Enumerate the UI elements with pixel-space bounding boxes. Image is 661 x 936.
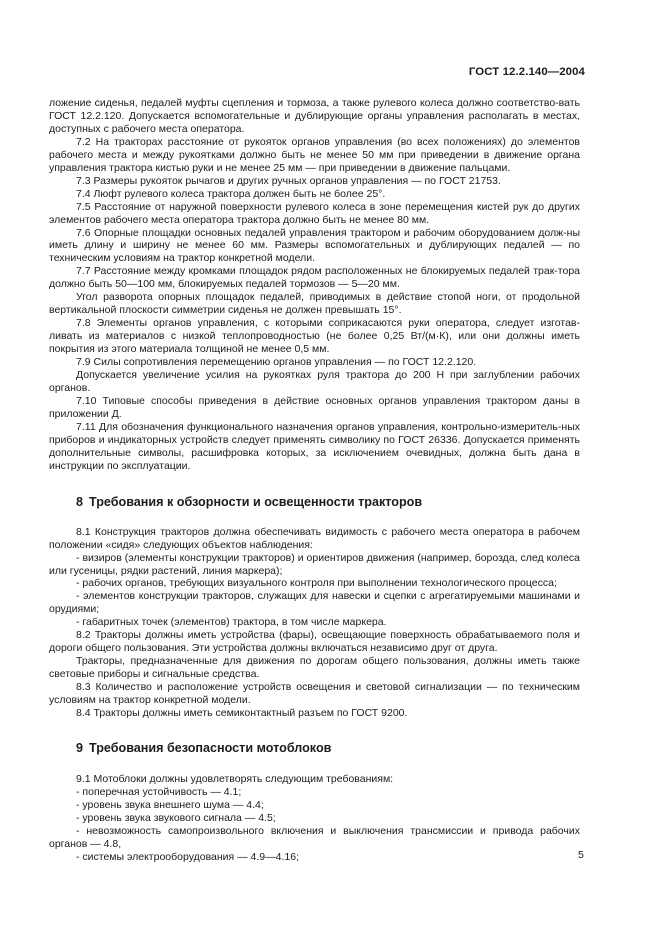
document-body bbox=[49, 97, 580, 864]
paragraph-7-7: 7.7 Расстояние между кромками площадок рядом расположенных не блокируемых педалей трак-тора должно быть 50—100 мм, блокируемых педалей тормозов — 5—20 мм. bbox=[49, 265, 580, 291]
list-item: - габаритных точек (элементов) трактора, в том числе маркера. bbox=[76, 616, 387, 629]
section-8-number: 8 bbox=[76, 494, 84, 509]
paragraph-7-5: 7.5 Расстояние от наружной поверхности рулевого колеса в зоне перемещения кистей рук до других элементов рабочего места оператора трактора должно быть не менее 80 мм. bbox=[49, 200, 580, 226]
paragraph-7-2: 7.2 На тракторах расстояние от рукояток органов управления (во всех положениях) до элементов рабочего места и между рукоятками должно быть не менее 50 мм при приведении в движение органа управления трактора кистью руки и не менее 25 мм — при приведении в движение пальцами. bbox=[49, 135, 580, 174]
paragraph-7-10: 7.10 Типовые способы приведения в действие основных органов управления трактором даны в приложении Д. bbox=[49, 394, 580, 420]
section-8-heading bbox=[49, 495, 580, 510]
paragraph-8-2: 8.2 Тракторы должны иметь устройства (фары), освещающие поверхность обрабатываемого поля и дороги общего пользования. Эти устройства должны включаться независимо друг от друга. bbox=[49, 629, 580, 655]
list-item: - рабочих органов, требующих визуального контроля при выполнении технологического процесса; bbox=[76, 577, 557, 590]
paragraph-7-3: 7.3 Размеры рукояток рычагов и других ручных органов управления — по ГОСТ 21753. bbox=[76, 174, 501, 187]
paragraph-7-9: 7.9 Силы сопротивления перемещению органов управления — по ГОСТ 12.2.120. bbox=[76, 356, 477, 369]
document-header: ГОСТ 12.2.140—2004 bbox=[468, 66, 585, 78]
paragraph-8-2-cont: Тракторы, предназначенные для движения по дорогам общего пользования, должны иметь также световые приборы и сигнальные средства. bbox=[49, 655, 580, 681]
paragraph-7-9-cont: Допускается увеличение усилия на рукоятках руля трактора до 200 Н при заглублении рабочих органов. bbox=[49, 369, 580, 394]
paragraph-8-4: 8.4 Тракторы должны иметь семиконтактный разъем по ГОСТ 9200. bbox=[76, 706, 408, 719]
list-item: - визиров (элементы конструкции тракторов) и ориентиров движения (например, борозда, след колеса или гусеницы, рядки растений, линия маркера); bbox=[49, 551, 580, 577]
paragraph-7-8: 7.8 Элементы органов управления, с которыми соприкасаются руки оператора, следует изготав-ливать из материалов с низкой теплопроводностью (не более 0,25 Вт/(м·К), или они должны иметь покрытия из этого материала толщиной не менее 0,5 мм. bbox=[49, 317, 580, 356]
paragraph-9-1: 9.1 Мотоблоки должны удовлетворять следующим требованиям: bbox=[76, 772, 394, 785]
paragraph-7-7-cont: Угол разворота опорных площадок педалей, приводимых в действие стопой ноги, от продольной вертикальной плоскости симметрии сиденья не должен превышать 15°. bbox=[49, 291, 580, 317]
paragraph-7-6: 7.6 Опорные площадки основных педалей управления трактором и рабочим оборудованием долж-ны иметь длину и ширину не менее 60 мм. Размеры вспомогательных и дублирующих педалей — по техническим условиям на трактор конкретной модели. bbox=[49, 226, 580, 265]
paragraph-8-1: 8.1 Конструкция тракторов должна обеспечивать видимость с рабочего места оператора в рабочем положении «сидя» следующих объектов наблюдения: bbox=[49, 525, 580, 551]
list-item: - системы электрооборудования — 4.9—4.16; bbox=[76, 850, 300, 863]
list-item: - поперечная устойчивость — 4.1; bbox=[76, 785, 242, 798]
section-9-heading bbox=[49, 741, 580, 756]
list-item: - уровень звука внешнего шума — 4.4; bbox=[76, 798, 264, 811]
list-item: - уровень звука звукового сигнала — 4.5; bbox=[76, 811, 276, 824]
paragraph-7-4: 7.4 Люфт рулевого колеса трактора должен быть не более 25°. bbox=[76, 187, 386, 200]
page-number: 5 bbox=[578, 849, 584, 861]
list-item: - невозможность самопроизвольного включения и выключения трансмиссии и привода рабочих органов — 4.8, bbox=[49, 824, 580, 850]
paragraph-7-11: 7.11 Для обозначения функционального назначения органов управления, контрольно-измеритель-ных приборов и индикаторных устройств следует применять символику по ГОСТ 26336. Допускается применять дополнительные символы, расшифровка которых, за исключением очевидных, должна быть дана в инструкции по эксплуатации. bbox=[49, 420, 580, 472]
section-8-title: Требования к обзорности и освещенности тракторов bbox=[89, 494, 423, 509]
list-item: - элементов конструкции тракторов, служащих для навески и сцепки с агрегатируемыми машинами и орудиями; bbox=[49, 590, 580, 616]
paragraph-8-3: 8.3 Количество и расположение устройств освещения и световой сигнализации — по техническим условиям на трактор конкретной модели. bbox=[49, 681, 580, 707]
paragraph-continuation: ложение сиденья, педалей муфты сцепления и тормоза, а также рулевого колеса должно соответство-вать ГОСТ 12.2.120. Допускается вспомогательные и дублирующие органы управления располагать в местах, доступных с рабочего места оператора. bbox=[49, 97, 580, 135]
section-9-title: Требования безопасности мотоблоков bbox=[89, 740, 332, 755]
section-9-number: 9 bbox=[76, 740, 84, 755]
